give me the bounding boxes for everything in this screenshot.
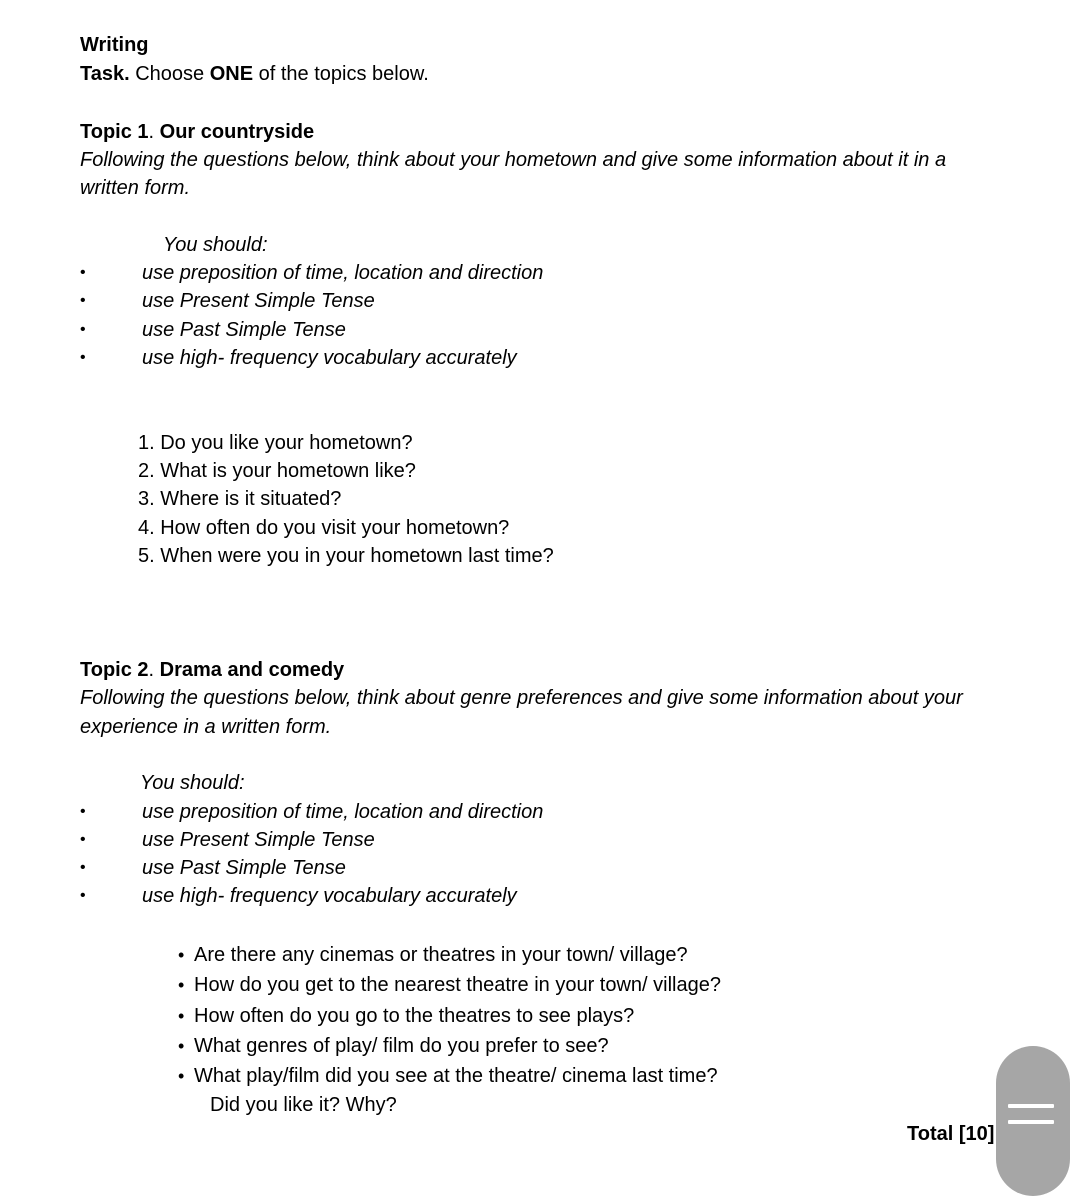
topic1-should-label: You should: [163, 234, 268, 256]
topic2-should-label: You should: [140, 772, 245, 794]
page-title: Writing [80, 34, 149, 56]
bullet-icon: • [80, 349, 86, 366]
topic1-heading [80, 120, 314, 144]
bullet-icon: • [178, 975, 185, 995]
topic2-question-text: What genres of play/ film do you prefer to see? [194, 1035, 609, 1057]
topic1-sep: . [148, 121, 155, 143]
grip-line-icon [1008, 1120, 1054, 1124]
bullet-icon: • [80, 887, 86, 904]
task-instruction [80, 62, 429, 86]
topic2-sep: . [148, 659, 155, 681]
topic1-title: Our countryside [159, 121, 315, 143]
bullet-icon: • [178, 1006, 185, 1026]
topic1-intro-line2: written form. [80, 177, 191, 199]
bullet-icon: • [178, 1036, 185, 1056]
task-emphasis: ONE [209, 63, 254, 85]
grip-line-icon [1008, 1104, 1054, 1108]
topic1-intro-line1: Following the questions below, think about your hometown and give some information about it in a [80, 149, 947, 171]
topic2-question [178, 973, 721, 997]
topic1-question: 4. How often do you visit your hometown? [138, 517, 510, 539]
task-post: of the topics below. [258, 63, 429, 85]
topic2-question [178, 1064, 718, 1088]
topic1-question: 2. What is your hometown like? [138, 460, 416, 482]
topic1-requirement: use Present Simple Tense [142, 290, 375, 312]
scroll-handle[interactable] [996, 1046, 1070, 1196]
topic2-question-continuation: Did you like it? Why? [210, 1094, 397, 1116]
topic2-intro-line1: Following the questions below, think about genre preferences and give some information about your [80, 687, 963, 709]
topic2-question [178, 943, 688, 967]
bullet-icon: • [80, 859, 86, 876]
topic1-requirement: use high- frequency vocabulary accurately [142, 347, 517, 369]
bullet-icon: • [80, 292, 86, 309]
topic1-question: 5. When were you in your hometown last time? [138, 545, 554, 567]
topic2-question [178, 1004, 634, 1028]
topic1-question: 3. Where is it situated? [138, 488, 342, 510]
topic1-requirement: use Past Simple Tense [142, 319, 346, 341]
topic2-question-text: What play/film did you see at the theatre/ cinema last time? [194, 1065, 718, 1087]
topic1-question: 1. Do you like your hometown? [138, 432, 413, 454]
task-label: Task. [80, 63, 130, 85]
bullet-icon: • [80, 831, 86, 848]
bullet-icon: • [80, 803, 86, 820]
topic2-intro-line2: experience in a written form. [80, 716, 332, 738]
task-pre: Choose [135, 63, 205, 85]
topic2-requirement: use Past Simple Tense [142, 857, 346, 879]
topic2-question-text: Are there any cinemas or theatres in your town/ village? [194, 944, 688, 966]
topic2-question [178, 1034, 609, 1058]
topic2-question-text: How do you get to the nearest theatre in your town/ village? [194, 974, 721, 996]
bullet-icon: • [80, 321, 86, 338]
topic2-title: Drama and comedy [159, 659, 345, 681]
bullet-icon: • [178, 1066, 185, 1086]
topic2-heading [80, 658, 344, 682]
topic2-label: Topic 2 [80, 659, 149, 681]
topic1-label: Topic 1 [80, 121, 149, 143]
topic2-requirement: use preposition of time, location and direction [142, 801, 544, 823]
total-score: Total [10] [907, 1123, 995, 1145]
topic2-requirement: use Present Simple Tense [142, 829, 375, 851]
topic2-requirement: use high- frequency vocabulary accurately [142, 885, 517, 907]
topic2-question-text: How often do you go to the theatres to see plays? [194, 1005, 635, 1027]
topic1-requirement: use preposition of time, location and direction [142, 262, 544, 284]
bullet-icon: • [178, 945, 185, 965]
bullet-icon: • [80, 264, 86, 281]
